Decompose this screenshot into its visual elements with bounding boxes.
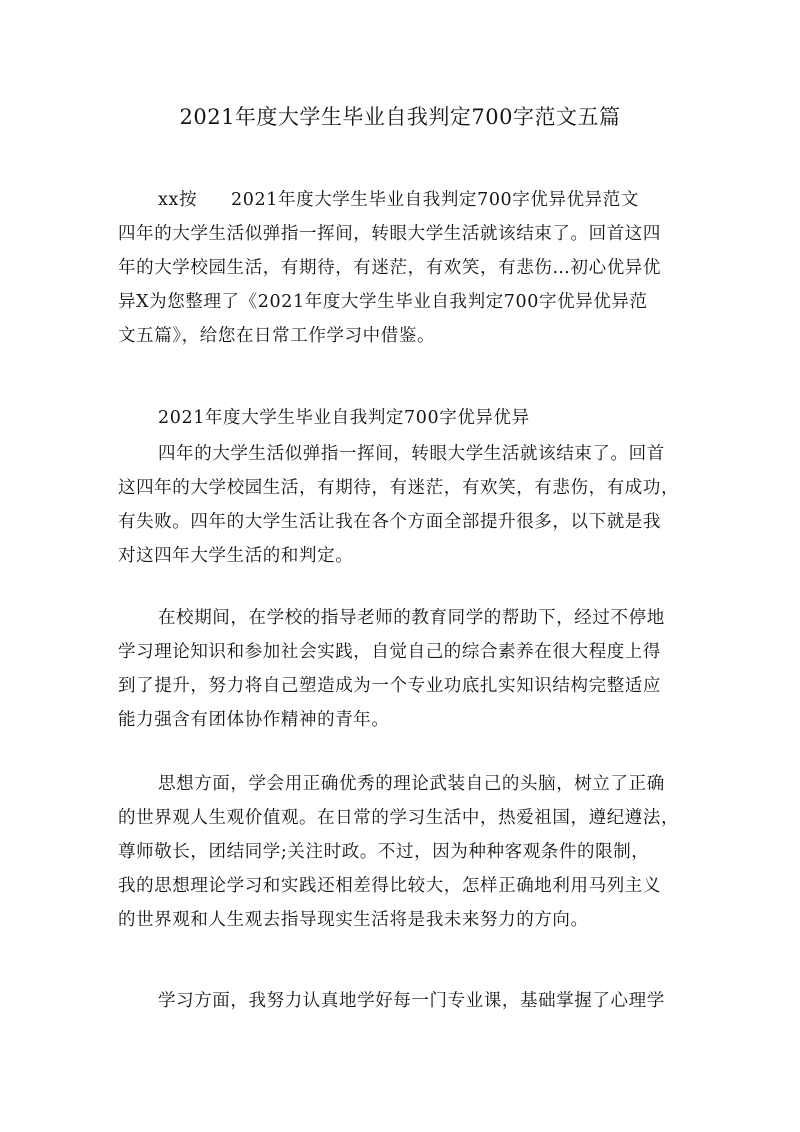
section-subtitle [118, 401, 688, 435]
paragraph-line: 在校期间，在学校的指导老师的教育同学的帮助下，经过不停地 [158, 608, 665, 628]
paragraph-line: 尊师敬长，团结同学;关注时政。不过，因为种种客观条件的限制， [118, 842, 650, 862]
intro-line: 四年的大学生活似弹指一挥间，转眼大学生活就该结束了。回首这四 [118, 224, 661, 244]
paragraph-line: 四年的大学生活似弹指一挥间，转眼大学生活就该结束了。回首 [158, 444, 665, 464]
paragraph-line: 我的思想理论学习和实践还相差得比较大，怎样正确地利用马列主义 [118, 876, 661, 896]
intro-line [118, 183, 688, 217]
paragraph-line: 学习理论知识和参加社会实践，自觉自己的综合素养在很大程度上得 [118, 642, 661, 662]
paragraph-line: 这四年的大学校园生活，有期待，有迷茫，有欢笑，有悲伤，有成功， [118, 478, 680, 498]
document-title: 2021年度大学生毕业自我判定700字范文五篇 [179, 105, 621, 129]
intro-paragraph [118, 183, 688, 353]
paragraph-line: 的世界观和人生观去指导现实生活将是我未来努力的方向。 [118, 910, 589, 930]
body-paragraph [118, 601, 688, 737]
paragraph-line: 的世界观人生观价值观。在日常的学习生活中，热爱祖国，遵纪遵法， [118, 808, 680, 828]
paragraph-line: 有失败。四年的大学生活让我在各个方面全部提升很多，以下就是我 [118, 512, 661, 532]
intro-prefix: xx按 [158, 190, 198, 210]
intro-line: 异X为您整理了《2021年度大学生毕业自我判定700字优异优异范 [118, 292, 648, 312]
paragraph-line: 思想方面，学会用正确优秀的理论武装自己的头脑，树立了正确 [158, 774, 665, 794]
intro-line: 年的大学校园生活，有期待，有迷茫，有欢笑，有悲伤…初心优异优 [118, 258, 661, 278]
paragraph-line: 学习方面，我努力认真地学好每一门专业课，基础掌握了心理学 [158, 991, 665, 1011]
body-paragraph [118, 437, 688, 573]
paragraph-line: 能力强含有团体协作精神的青年。 [118, 710, 390, 730]
body-paragraph [118, 767, 688, 937]
body-paragraph [118, 984, 688, 1018]
paragraph-line: 对这四年大学生活的和判定。 [118, 546, 354, 566]
intro-line: 文五篇》，给您在日常工作学习中借鉴。 [118, 326, 436, 346]
intro-line-text: 2021年度大学生毕业自我判定700字优异优异范文 [231, 190, 639, 210]
subtitle-line: 2021年度大学生毕业自我判定700字优异优异 [158, 408, 530, 428]
paragraph-line: 到了提升，努力将自己塑造成为一个专业功底扎实知识结构完整适应 [118, 676, 661, 696]
